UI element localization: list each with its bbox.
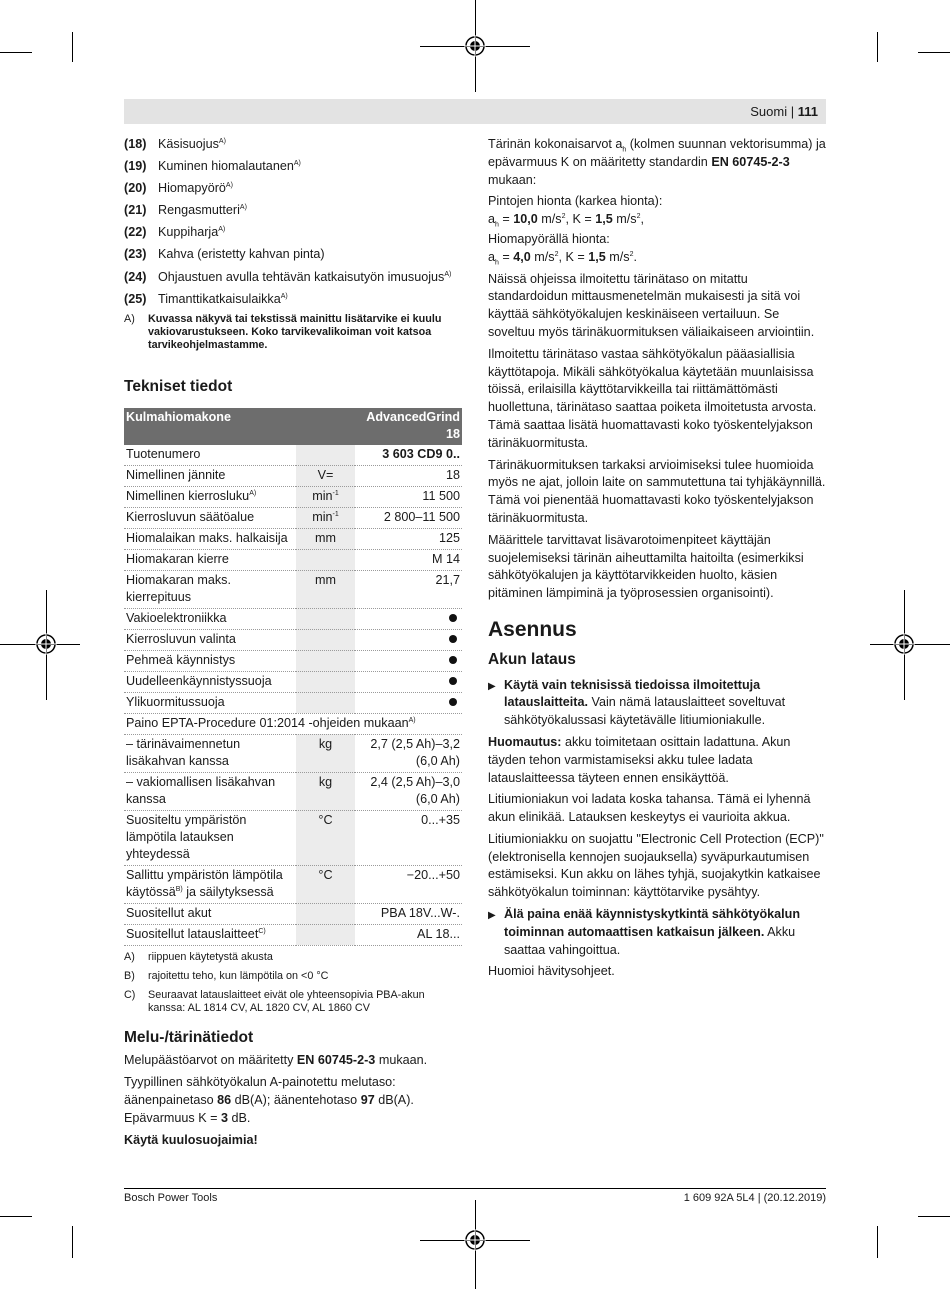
text-span: ,: [640, 212, 644, 227]
row-unit: [296, 486, 355, 507]
table-row: [124, 734, 462, 772]
row-value: [355, 671, 462, 692]
table-header-model: AdvancedGrind 18: [355, 408, 462, 445]
superscript: 2: [554, 250, 559, 258]
row-value: [355, 650, 462, 671]
weight-label: Paino EPTA-Procedure 01:2014 -ohjeiden mukaan: [126, 715, 409, 730]
row-label: – vakiomallisen lisäkahvan kanssa: [124, 772, 296, 810]
item-label: Kuminen hiomalautanen: [158, 159, 294, 174]
row-label: Ylikuormitussuoja: [124, 692, 296, 713]
row-value: 2,7 (2,5 Ah)–3,2 (6,0 Ah): [355, 734, 462, 772]
item-label: Hiomapyörö: [158, 181, 226, 196]
feature-present-dot-icon: [449, 656, 457, 664]
item-label: Timanttikatkaisulaikka: [158, 291, 281, 306]
standard-ref: EN 60745-2-3: [296, 1053, 376, 1068]
superscript: 2: [561, 213, 566, 220]
paragraph: Tärinäkuormituksen tarkaksi arvioimiseksi tulee huomioida myös ne ajat, jolloin laite on sammutettuna tai tyhjäkäynnillä. Tämä voi pienentää huomattavasti koko työskentelyjakson tärinäkuormitusta.: [488, 457, 826, 525]
footnote-ref: B): [175, 885, 183, 893]
footnote: [124, 970, 464, 983]
row-value: 18: [355, 465, 462, 486]
row-unit: [296, 549, 355, 570]
surface-grinding-values: [488, 193, 826, 229]
value-bold: 3: [220, 1110, 228, 1125]
section-name: Suomi: [750, 104, 788, 119]
list-item: [124, 246, 464, 264]
text-span: a: [488, 212, 496, 227]
table-row: [124, 924, 462, 945]
table-row: [124, 671, 462, 692]
page-number: 111: [797, 104, 818, 119]
row-label: – tärinävaimennetun lisäkahvan kanssa: [124, 734, 296, 772]
footnote-ref: A): [239, 204, 247, 212]
row-label: [124, 924, 296, 945]
row-value: 3 603 CD9 0..: [355, 445, 462, 466]
row-value: 2,4 (2,5 Ah)–3,0 (6,0 Ah): [355, 772, 462, 810]
list-item: [124, 202, 464, 220]
row-unit: [296, 924, 355, 945]
list-item: [124, 269, 464, 287]
text-span: , K =: [558, 249, 589, 264]
note-paragraph: [488, 734, 826, 787]
feature-present-dot-icon: [449, 698, 457, 706]
row-label: Suositeltu ympäristön lämpötila latauksen yhteydessä: [124, 810, 296, 865]
footer-doc-id: 1 609 92A 5L4 | (20.12.2019): [683, 1192, 826, 1204]
page-header: [124, 99, 826, 124]
note-text: akku toimitetaan osittain ladattuna. Akun täyden tehon varmistamiseksi akku tulee ladata latauslaitteessa täyteen ennen ensikäyttöä.: [488, 734, 791, 785]
text-span: Tärinän kokonaisarvot a: [488, 137, 623, 151]
unit-text: min: [312, 509, 333, 524]
table-row: [124, 465, 462, 486]
text-span: =: [498, 249, 514, 264]
row-unit: °C: [296, 865, 355, 903]
row-unit: mm: [296, 570, 355, 608]
value-bold: 97: [360, 1092, 375, 1107]
parts-list: [124, 136, 464, 308]
row-unit: [296, 445, 355, 466]
row-value: PBA 18V...W-.: [355, 903, 462, 924]
table-row: [124, 528, 462, 549]
tech-heading: Tekniset tiedot: [124, 377, 233, 395]
row-label: Pehmeä käynnistys: [124, 650, 296, 671]
footer-divider: [124, 1188, 826, 1189]
row-value: 125: [355, 528, 462, 549]
table-header-row: [124, 408, 462, 445]
right-column: [488, 136, 826, 985]
row-value: [355, 608, 462, 629]
list-item: [124, 291, 464, 309]
footnote-text: Seuraavat latauslaitteet eivät ole yhteensopivia PBA-akun kanssa: AL 1814 CV, AL 1820 CV, AL 1860 CV: [148, 988, 425, 1014]
footnote: [124, 989, 464, 1015]
footnote-ref: A): [249, 489, 257, 497]
subscript: h: [622, 146, 627, 154]
footnote-text: Kuvassa näkyvä tai tekstissä mainittu lisätarvike ei kuulu vakiovarustukseen. Koko tarvikevalikoiman voit katsoa tarvikeohjelmastamme.: [148, 312, 442, 351]
item-number: (20): [124, 181, 147, 196]
table-row: [124, 903, 462, 924]
row-unit: [296, 608, 355, 629]
unit-text: min: [312, 488, 333, 503]
item-number: (25): [124, 291, 147, 306]
footnote-ref: A): [225, 182, 233, 189]
row-label: Kierrosluvun säätöalue: [124, 507, 296, 528]
paragraph: Litiumioniakku on suojattu "Electronic Cell Protection (ECP)" (elektronisella kennojen suojauksella) syväpurkautumisen estämiseksi. Kun akku on lähes tyhjä, suojakytkin katkaisee sähkötyökalun toiminnan: käyttötarvike pysähtyy.: [488, 831, 824, 900]
bullet-text: Akku saattaa vahingoittua.: [504, 924, 796, 957]
warning-text: Käytä kuulosuojaimia!: [124, 1132, 258, 1147]
row-unit: [296, 629, 355, 650]
unit-exponent: -1: [332, 489, 339, 497]
bullet-bold: Älä paina enää käynnistyskytkintä sähkötyökalun toiminnan automaattisen katkaisun jälkeen.: [504, 907, 801, 939]
hearing-protection-warning: [124, 1132, 464, 1150]
footnote-ref: A): [218, 226, 226, 234]
left-column: [124, 136, 464, 1153]
subscript: h: [495, 259, 499, 267]
row-label-text: Suositellut latauslaitteet: [126, 926, 259, 941]
table-row: [124, 570, 462, 608]
list-item: [124, 180, 464, 198]
item-number: (18): [124, 137, 147, 151]
text-span: .: [633, 249, 637, 264]
bullet-bold: Käytä vain teknisissä tiedoissa ilmoitettuja latauslaitteita.: [504, 677, 761, 710]
text-span: m/s: [530, 249, 555, 264]
bullet-text: Vain nämä latauslaitteet soveltuvat sähkötyökalussasi käytetävälle litiumioniakulle.: [504, 695, 786, 728]
table-row: [124, 772, 462, 810]
value-bold: 86: [217, 1092, 232, 1107]
table-row: [124, 629, 462, 650]
page-number-label: Suomi | 111: [750, 104, 818, 119]
table-row: [124, 713, 462, 734]
values-title: Hiomapyörällä hionta:: [488, 231, 610, 246]
row-value: 2 800–11 500: [355, 507, 462, 528]
row-label-tail: ja säilytyksessä: [182, 884, 274, 899]
row-unit: [296, 507, 355, 528]
item-label: Kuppiharja: [158, 225, 219, 240]
table-row: [124, 549, 462, 570]
table-row: [124, 810, 462, 865]
footnote-ref: A): [280, 292, 288, 300]
row-label-text: Sallittu ympäristön lämpötila käytössä: [126, 867, 283, 899]
footnote-text: riippuen käytetystä akusta: [148, 950, 273, 963]
footnote-ref: A): [408, 716, 416, 724]
grinding-wheel-values: [488, 231, 826, 267]
superscript: 2: [629, 250, 634, 258]
item-number: (21): [124, 203, 147, 218]
item-label: Rengasmutteri: [158, 203, 240, 218]
footnote-ref: A): [444, 270, 452, 278]
paragraph: Litiumioniakun voi ladata koska tahansa. Tämä ei lyhennä akun elinikää. Latauksen keskeytys ei vaurioita akkua.: [488, 792, 811, 825]
warning-bullet: [488, 677, 826, 730]
item-number: (23): [124, 247, 147, 262]
item-number: (24): [124, 269, 147, 284]
paragraph: Näissä ohjeissa ilmoitettu tärinätaso on mitattu standardoidun mittausmenetelmän mukaisesti ja sitä voi käyttää sähkötyökalujen keskinäiseen vertailuun. Se soveltuu myös tärinäkuormituksen väliaikaiseen arviointiin.: [488, 271, 815, 339]
row-label-text: Nimellinen kierrosluku: [126, 488, 250, 503]
row-unit: [296, 671, 355, 692]
row-value: 0...+35: [355, 810, 462, 865]
bullet-triangle-icon: ▶: [488, 680, 496, 692]
value-bold: 1,5: [595, 212, 613, 227]
row-label: [124, 486, 296, 507]
list-item: [124, 224, 464, 242]
row-unit: kg: [296, 772, 355, 810]
footnote-text: rajoitettu teho, kun lämpötila on <0 °C: [148, 969, 329, 982]
row-label: Nimellinen jännite: [124, 465, 296, 486]
text-span: m/s: [537, 212, 562, 227]
text-span: m/s: [605, 249, 630, 264]
row-label: Kierrosluvun valinta: [124, 629, 296, 650]
row-label: Uudelleenkäynnistyssuoja: [124, 671, 296, 692]
warning-bullet: [488, 906, 826, 959]
text-span: (kolmen suunnan vektorisumma) ja epävarmuus K on määritetty standardin: [488, 137, 826, 169]
footnote-ref: A): [218, 137, 226, 145]
feature-present-dot-icon: [449, 677, 457, 685]
item-label: Kahva (eristetty kahvan pinta): [158, 247, 325, 262]
row-unit: mm: [296, 528, 355, 549]
text-span: a: [488, 249, 496, 264]
superscript: 2: [636, 213, 641, 220]
text-span: dB(A). Epävarmuus K =: [124, 1092, 414, 1125]
value-bold: 1,5: [588, 249, 606, 264]
registration-mark-icon: [464, 1229, 486, 1251]
weight-heading: [124, 713, 462, 734]
parts-footnote: [124, 313, 464, 352]
unit-exponent: -1: [332, 510, 339, 518]
value-bold: 4,0: [513, 249, 531, 264]
table-row: [124, 865, 462, 903]
footnote-key: A): [124, 950, 135, 963]
item-label: Ohjaustuen avulla tehtävän katkaisutyön imusuojus: [158, 269, 445, 284]
row-value: AL 18...: [355, 924, 462, 945]
text-span: mukaan:: [488, 172, 537, 187]
row-label: Hiomakaran maks. kierrepituus: [124, 570, 296, 608]
row-value: 11 500: [355, 486, 462, 507]
text-span: dB(A); äänentehotaso: [231, 1092, 361, 1107]
subscript: h: [495, 221, 499, 229]
row-label: [124, 865, 296, 903]
text-span: , K =: [565, 212, 596, 227]
table-footnotes: [124, 951, 464, 1015]
vibration-intro: [488, 136, 826, 189]
footnote-key: A): [124, 312, 135, 325]
footnote-ref: A): [293, 159, 301, 167]
footnote-key: B): [124, 969, 135, 982]
row-unit: °C: [296, 810, 355, 865]
values-title: Pintojen hionta (karkea hionta):: [488, 194, 663, 209]
row-label: Vakioelektroniikka: [124, 608, 296, 629]
row-unit: [296, 650, 355, 671]
table-row: [124, 507, 462, 528]
list-item: [124, 136, 464, 154]
row-unit: [296, 692, 355, 713]
table-row: [124, 445, 462, 466]
note-label: Huomautus:: [488, 734, 562, 749]
feature-present-dot-icon: [449, 635, 457, 643]
row-label: Suositellut akut: [124, 903, 296, 924]
text-span: Melupäästöarvot on määritetty: [124, 1053, 297, 1068]
row-unit: [296, 903, 355, 924]
row-unit: V=: [296, 465, 355, 486]
bullet-triangle-icon: ▶: [488, 910, 496, 922]
item-label: Käsisuojus: [158, 137, 219, 151]
row-value: 21,7: [355, 570, 462, 608]
footnote-key: C): [124, 988, 136, 1001]
row-value: M 14: [355, 549, 462, 570]
section-heading: Asennus: [488, 617, 577, 641]
table-row: [124, 486, 462, 507]
table-row: [124, 608, 462, 629]
item-number: (19): [124, 159, 147, 174]
footnote: [124, 951, 464, 964]
tech-table: [124, 408, 462, 946]
paragraph: Ilmoitettu tärinätaso vastaa sähkötyökalun pääasiallisia käyttötapoja. Mikäli sähkötyökalua käytetään muunlaisissa töissä, erilaisilla käyttötarvikkeilla tai riittämättömästi huollettuna, tärinätaso saattaa poiketa ilmoitetusta arvosta. Tämä saattaa lisätä huomattavasti koko työskentelyjakson tärinäkuormitusta.: [488, 346, 817, 450]
text-span: =: [498, 212, 514, 227]
text-span: mukaan.: [375, 1053, 428, 1068]
text-span: Tyypillinen sähkötyökalun A-painotettu melutaso: äänenpainetaso: [124, 1075, 396, 1107]
standard-ref: EN 60745-2-3: [711, 154, 790, 169]
noise-heading: Melu-/tärinätiedot: [124, 1028, 254, 1046]
text-span: dB.: [227, 1110, 251, 1125]
feature-present-dot-icon: [449, 614, 457, 622]
noise-standard-paragraph: [124, 1052, 464, 1070]
list-item: [124, 158, 464, 176]
footnote-ref: C): [258, 927, 266, 935]
registration-mark-icon: [893, 633, 915, 655]
item-number: (22): [124, 225, 147, 240]
row-value: −20...+50: [355, 865, 462, 903]
subsection-heading: Akun lataus: [488, 650, 576, 668]
registration-mark-icon: [35, 633, 57, 655]
row-unit: kg: [296, 734, 355, 772]
row-label: Hiomalaikan maks. halkaisija: [124, 528, 296, 549]
registration-mark-icon: [464, 35, 486, 57]
paragraph: Määrittele tarvittavat lisävarotoimenpiteet käyttäjän suojelemiseksi tärinän aiheuttamilta haitoilta (esimerkiksi sähkötyökalujen ja käyttötarvikkeiden huolto, käsien pitäminen lämpiminä ja työprosessien organisointi).: [488, 532, 804, 601]
table-row: [124, 650, 462, 671]
noise-level-paragraph: [124, 1074, 464, 1127]
value-bold: 10,0: [513, 212, 538, 227]
text-span: m/s: [612, 212, 637, 227]
paragraph: Huomioi hävitysohjeet.: [488, 964, 615, 979]
row-value: [355, 692, 462, 713]
table-row: [124, 692, 462, 713]
table-header-product: Kulmahiomakone: [124, 408, 355, 445]
row-label: Tuotenumero: [124, 445, 296, 466]
row-value: [355, 629, 462, 650]
footer-brand: Bosch Power Tools: [124, 1192, 218, 1204]
row-label: Hiomakaran kierre: [124, 549, 296, 570]
